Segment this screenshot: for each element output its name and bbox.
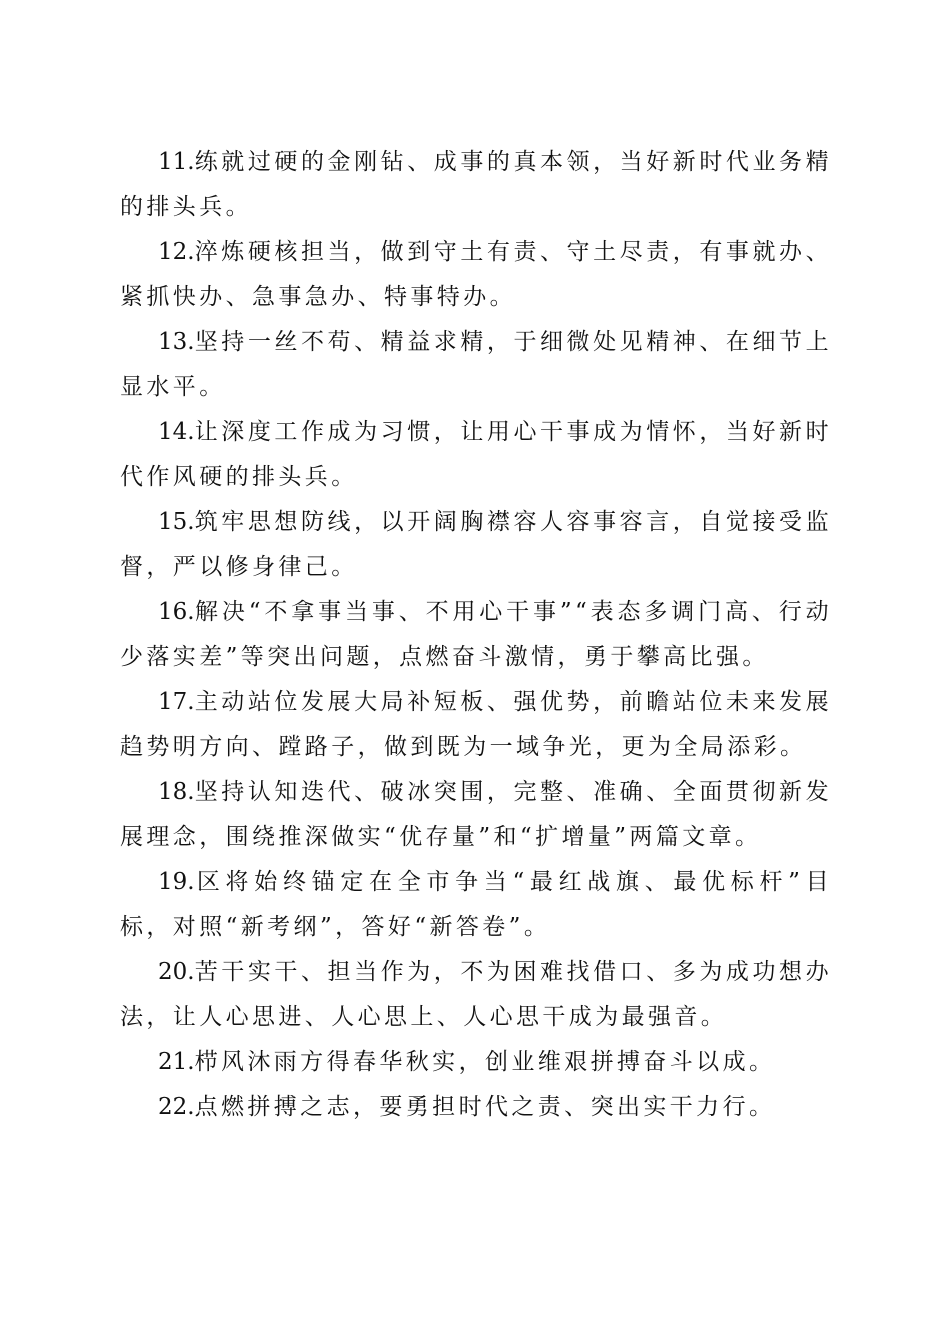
paragraph-text: 栉风沐雨方得春华秋实，创业维艰拼搏奋斗以成。	[194, 1049, 776, 1075]
paragraph-number: 11.	[158, 149, 195, 175]
paragraph-text: 区将始终锚定在全市争当“最红战旗、最优标杆”目标，对照“新考纲”，答好“新答卷”。	[120, 869, 832, 940]
paragraph-number: 12.	[158, 239, 195, 265]
paragraph-text: 练就过硬的金刚钻、成事的真本领，当好新时代业务精的排头兵。	[120, 149, 832, 220]
paragraph-number: 13.	[158, 329, 195, 355]
paragraph-text: 主动站位发展大局补短板、强优势，前瞻站位未来发展趋势明方向、蹚路子，做到既为一域争光，更为全局添彩。	[120, 689, 832, 760]
paragraph-11	[120, 140, 832, 230]
paragraph-number: 17.	[158, 689, 195, 715]
paragraph-17	[120, 680, 832, 770]
paragraph-16	[120, 590, 832, 680]
document-body	[120, 140, 832, 1130]
paragraph-15	[120, 500, 832, 590]
paragraph-number: 18.	[158, 779, 195, 805]
paragraph-21	[120, 1040, 832, 1085]
paragraph-number: 19.	[158, 869, 195, 895]
paragraph-text: 筑牢思想防线，以开阔胸襟容人容事容言，自觉接受监督，严以修身律己。	[120, 509, 832, 580]
paragraph-number: 22.	[158, 1094, 195, 1120]
paragraph-text: 坚持一丝不苟、精益求精，于细微处见精神、在细节上显水平。	[120, 329, 832, 400]
paragraph-text: 让深度工作成为习惯，让用心干事成为情怀，当好新时代作风硬的排头兵。	[120, 419, 832, 490]
paragraph-number: 16.	[158, 599, 195, 625]
paragraph-text: 苦干实干、担当作为，不为困难找借口、多为成功想办法，让人心思进、人心思上、人心思干成为最强音。	[120, 959, 832, 1030]
paragraph-20	[120, 950, 832, 1040]
paragraph-text: 解决“不拿事当事、不用心干事”“表态多调门高、行动少落实差”等突出问题，点燃奋斗激情，勇于攀高比强。	[120, 599, 832, 670]
paragraph-text: 点燃拼搏之志，要勇担时代之责、突出实干力行。	[194, 1094, 776, 1120]
paragraph-number: 21.	[158, 1049, 195, 1075]
paragraph-text: 淬炼硬核担当，做到守土有责、守土尽责，有事就办、紧抓快办、急事急办、特事特办。	[120, 239, 832, 310]
paragraph-number: 14.	[158, 419, 195, 445]
paragraph-13	[120, 320, 832, 410]
paragraph-18	[120, 770, 832, 860]
paragraph-12	[120, 230, 832, 320]
paragraph-14	[120, 410, 832, 500]
paragraph-number: 15.	[158, 509, 195, 535]
paragraph-text: 坚持认知迭代、破冰突围，完整、准确、全面贯彻新发展理念，围绕推深做实“优存量”和“扩增量”两篇文章。	[120, 779, 832, 850]
paragraph-number: 20.	[158, 959, 195, 985]
paragraph-22	[120, 1085, 832, 1130]
paragraph-19	[120, 860, 832, 950]
